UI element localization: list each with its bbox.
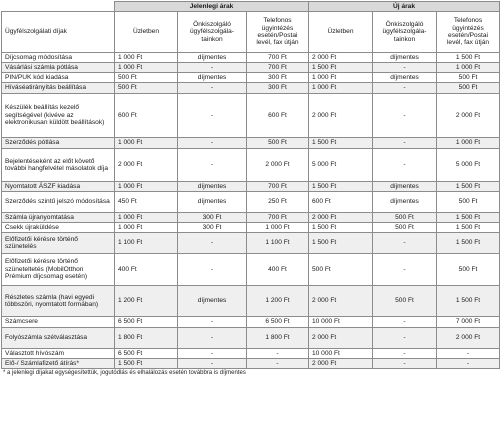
current-store-cell: 6 500 Ft [115,317,178,328]
current-selfservice-cell: díjmentes [178,73,247,83]
new-store-cell: 2 000 Ft [309,359,373,369]
column-header-row [2,12,500,53]
new-phone-cell: 1 000 Ft [437,63,500,73]
current-phone-header: Telefonos ügyintézés esetén/Postai levél, fax útján [247,12,309,53]
current-store-cell: 1 000 Ft [115,138,178,149]
table-row [2,254,500,286]
current-selfservice-cell: - [178,63,247,73]
new-phone-cell: - [437,349,500,359]
new-store-cell: 600 Ft [309,192,373,213]
footnote: * a jelenlegi díjakat egységesítettük, jogutódlás és elhalálozás esetén továbbra is díjmentes [3,370,246,376]
current-selfservice-cell: díjmentes [178,182,247,192]
current-store-cell: 600 Ft [115,94,178,138]
current-store-cell: 1 800 Ft [115,328,178,349]
table-row [2,349,500,359]
current-selfservice-cell: - [178,83,247,94]
new-selfservice-cell: 500 Ft [373,223,437,233]
current-selfservice-cell: díjmentes [178,192,247,213]
table-row [2,94,500,138]
current-selfservice-header: Önkiszolgáló ügyfélszolgála-tainkon [178,12,247,53]
current-selfservice-cell: - [178,94,247,138]
new-store-cell: 1 500 Ft [309,182,373,192]
new-store-header: Üzletben [309,12,373,53]
current-phone-cell: 700 Ft [247,63,309,73]
current-phone-cell: 700 Ft [247,53,309,63]
new-selfservice-cell: - [373,63,437,73]
service-cell: Szerződés szintű jelszó módosítása [2,192,115,213]
table-row [2,149,500,182]
current-phone-cell: 300 Ft [247,83,309,94]
new-store-cell: 1 000 Ft [309,83,373,94]
fee-table [1,1,500,369]
new-phone-cell: 500 Ft [437,83,500,94]
group-header-row [2,2,500,12]
current-store-cell: 1 000 Ft [115,53,178,63]
service-cell: Elő-/ Számlafizető átírás* [2,359,115,369]
new-selfservice-cell: díjmentes [373,192,437,213]
current-selfservice-cell: - [178,349,247,359]
service-cell: Vásárlási számla pótlása [2,63,115,73]
table-row [2,83,500,94]
current-store-cell: 1 000 Ft [115,213,178,223]
new-phone-cell: 1 500 Ft [437,182,500,192]
current-store-cell: 1 100 Ft [115,233,178,254]
current-phone-cell: 1 000 Ft [247,223,309,233]
current-store-cell: 2 000 Ft [115,149,178,182]
current-store-cell: 1 000 Ft [115,182,178,192]
current-store-header: Üzletben [115,12,178,53]
current-store-cell: 400 Ft [115,254,178,286]
current-selfservice-cell: - [178,233,247,254]
service-cell: Csekk újraküldése [2,223,115,233]
service-cell: Díjcsomag módosítása [2,53,115,63]
table-row [2,213,500,223]
current-store-cell: 500 Ft [115,73,178,83]
table-row [2,359,500,369]
new-selfservice-cell: 500 Ft [373,286,437,317]
table-row [2,223,500,233]
new-store-cell: 5 000 Ft [309,149,373,182]
new-phone-cell: 7 000 Ft [437,317,500,328]
new-selfservice-cell: - [373,328,437,349]
group-new-header: Új árak [309,2,500,12]
current-store-cell: 500 Ft [115,83,178,94]
new-selfservice-cell: - [373,254,437,286]
current-phone-cell: - [247,359,309,369]
service-cell: Számla újranyomtatása [2,213,115,223]
new-store-cell: 2 000 Ft [309,213,373,223]
new-phone-cell: - [437,359,500,369]
table-row [2,53,500,63]
table-row [2,317,500,328]
current-phone-cell: 300 Ft [247,73,309,83]
new-store-cell: 10 000 Ft [309,349,373,359]
table-row [2,73,500,83]
table-row [2,233,500,254]
service-cell: Készülék beállítás kezelő segítségével (kivéve az elektronikusan küldött beállítások) [2,94,115,138]
new-store-cell: 1 500 Ft [309,233,373,254]
new-phone-cell: 1 500 Ft [437,213,500,223]
new-phone-cell: 1 000 Ft [437,138,500,149]
new-phone-cell: 500 Ft [437,192,500,213]
fee-table-container [1,1,499,376]
current-phone-cell: 6 500 Ft [247,317,309,328]
service-cell: Előfizetői kérésre történő szünetelés [2,233,115,254]
new-phone-cell: 1 500 Ft [437,223,500,233]
service-cell: Nyomtatott ÁSZF kiadása [2,182,115,192]
new-phone-cell: 5 000 Ft [437,149,500,182]
fee-table-body [2,53,500,369]
new-phone-cell: 2 000 Ft [437,328,500,349]
new-selfservice-cell: - [373,359,437,369]
current-selfservice-cell: - [178,359,247,369]
new-phone-cell: 1 500 Ft [437,286,500,317]
current-phone-cell: 700 Ft [247,182,309,192]
table-row [2,138,500,149]
current-phone-cell: 500 Ft [247,138,309,149]
current-store-cell: 1 000 Ft [115,63,178,73]
new-store-cell: 1 500 Ft [309,223,373,233]
header-blank-cell [2,2,115,12]
current-phone-cell: 1 100 Ft [247,233,309,254]
new-selfservice-cell: - [373,94,437,138]
new-selfservice-cell: - [373,83,437,94]
current-phone-cell: 400 Ft [247,254,309,286]
current-selfservice-cell: 300 Ft [178,213,247,223]
new-selfservice-cell: - [373,349,437,359]
service-cell: Előfizetői kérésre történő szüneteltetés (MobilOtthon Prémium díjcsomag esetén) [2,254,115,286]
service-cell: PIN/PUK kód kiadása [2,73,115,83]
current-store-cell: 1 200 Ft [115,286,178,317]
new-selfservice-cell: - [373,317,437,328]
service-cell: Bejelentéseként az előt követő további hangfelvétel másolatok díja [2,149,115,182]
current-phone-cell: 2 000 Ft [247,149,309,182]
current-selfservice-cell: - [178,317,247,328]
current-selfservice-cell: díjmentes [178,53,247,63]
current-selfservice-cell: díjmentes [178,286,247,317]
new-store-cell: 10 000 Ft [309,317,373,328]
current-selfservice-cell: - [178,254,247,286]
new-store-cell: 2 000 Ft [309,94,373,138]
new-selfservice-cell: díjmentes [373,53,437,63]
new-phone-cell: 2 000 Ft [437,94,500,138]
service-cell: Számcsere [2,317,115,328]
new-phone-cell: 1 500 Ft [437,233,500,254]
new-selfservice-cell: díjmentes [373,182,437,192]
current-store-cell: 1 000 Ft [115,223,178,233]
new-selfservice-cell: - [373,149,437,182]
service-column-header: Ügyfélszolgálati díjak [2,12,115,53]
new-store-cell: 1 000 Ft [309,73,373,83]
current-phone-cell: 1 200 Ft [247,286,309,317]
current-store-cell: 1 500 Ft [115,359,178,369]
table-row [2,63,500,73]
new-selfservice-cell: - [373,138,437,149]
new-selfservice-header: Önkiszolgáló ügyfélszolgála-tainkon [373,12,437,53]
current-phone-cell: 250 Ft [247,192,309,213]
service-cell: Híváséatirányítás beállítása [2,83,115,94]
new-store-cell: 2 000 Ft [309,286,373,317]
new-selfservice-cell: díjmentes [373,73,437,83]
new-phone-cell: 500 Ft [437,254,500,286]
current-selfservice-cell: 300 Ft [178,223,247,233]
current-phone-cell: 1 800 Ft [247,328,309,349]
new-store-cell: 1 500 Ft [309,138,373,149]
service-cell: Választott hívószám [2,349,115,359]
new-phone-cell: 1 500 Ft [437,53,500,63]
service-cell: Folyószámla szétválasztása [2,328,115,349]
current-selfservice-cell: - [178,328,247,349]
table-row [2,182,500,192]
table-row [2,286,500,317]
current-store-cell: 450 Ft [115,192,178,213]
table-row [2,328,500,349]
table-row [2,192,500,213]
new-selfservice-cell: - [373,233,437,254]
group-current-header: Jelenlegi árak [115,2,309,12]
new-store-cell: 1 500 Ft [309,63,373,73]
current-selfservice-cell: - [178,138,247,149]
current-selfservice-cell: - [178,149,247,182]
current-phone-cell: 700 Ft [247,213,309,223]
new-phone-cell: 500 Ft [437,73,500,83]
current-phone-cell: 600 Ft [247,94,309,138]
new-selfservice-cell: 500 Ft [373,213,437,223]
service-cell: Szerződés pótlása [2,138,115,149]
new-phone-header: Telefonos ügyintézés esetén/Postai levél, fax útján [437,12,500,53]
new-store-cell: 2 000 Ft [309,328,373,349]
current-phone-cell: - [247,349,309,359]
new-store-cell: 500 Ft [309,254,373,286]
current-store-cell: 6 500 Ft [115,349,178,359]
service-cell: Részletes számla (havi egyedi többszöri, nyomtatott formában) [2,286,115,317]
new-store-cell: 2 000 Ft [309,53,373,63]
